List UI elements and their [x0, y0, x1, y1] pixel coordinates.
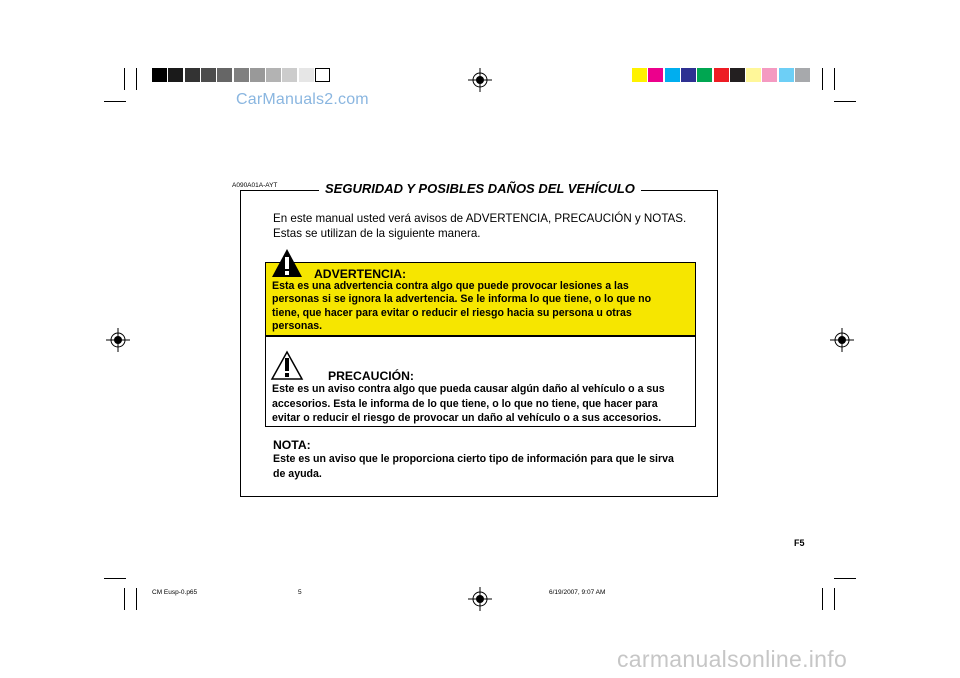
footer-timestamp: 6/19/2007, 9:07 AM [549, 589, 606, 596]
color-swatch [779, 68, 794, 82]
color-swatch [217, 68, 232, 82]
color-swatch [299, 68, 314, 82]
intro-text [273, 211, 693, 241]
registration-mark-icon [830, 328, 854, 352]
doc-code: A090A01A-AYT [232, 182, 278, 189]
warning-line: tiene, que hacer para evitar o reducir el riesgo hacia su persona u otras [272, 306, 632, 319]
color-swatch [152, 68, 167, 82]
warning-line: personas si se ignora la advertencia. Se le informa lo que tiene, o lo que no [272, 293, 652, 306]
color-swatch [648, 68, 663, 82]
warning-text [272, 280, 686, 333]
color-swatch [632, 68, 647, 82]
color-swatch [282, 68, 297, 82]
color-swatch [730, 68, 745, 82]
warning-heading: ADVERTENCIA: [314, 267, 407, 281]
note-line: de ayuda. [273, 467, 322, 480]
color-swatch [665, 68, 680, 82]
registration-mark-icon [468, 68, 492, 92]
warning-line: Esta es una advertencia contra algo que puede provocar lesiones a las [272, 280, 629, 292]
color-swatch [234, 68, 249, 82]
color-swatch [250, 68, 265, 82]
color-swatch [762, 68, 777, 82]
watermark-top: CarManuals2.com [236, 91, 369, 108]
caution-line: accesorios. Esta le informa de lo que tiene, o lo que no tiene, que hacer para [272, 397, 658, 410]
registration-mark-icon [106, 328, 130, 352]
section-title: SEGURIDAD Y POSIBLES DAÑOS DEL VEHÍCULO [319, 181, 641, 196]
caution-text [272, 382, 688, 426]
footer-file: CM Eusp-0.p65 [152, 589, 198, 596]
intro-line: En este manual usted verá avisos de ADVERTENCIA, PRECAUCIÓN y NOTAS. [273, 212, 687, 225]
warning-triangle-icon [271, 248, 303, 278]
caution-heading: PRECAUCIÓN: [328, 369, 414, 383]
color-swatch [201, 68, 216, 82]
color-swatch [681, 68, 696, 82]
color-swatch [168, 68, 183, 82]
caution-line: evitar o reducir el riesgo de provocar un daño al vehículo o a sus accesorios. [272, 412, 662, 425]
footer-page: 5 [298, 589, 302, 596]
caution-line: Este es un aviso contra algo que pueda causar algún daño al vehículo o a sus [272, 383, 665, 395]
warning-line: personas. [272, 319, 323, 332]
note-text [273, 452, 689, 481]
note-line: Este es un aviso que le proporciona cierto tipo de información para que le sirva [273, 453, 674, 465]
page-number: F5 [794, 538, 805, 548]
note-heading: NOTA: [273, 438, 311, 452]
watermark-bottom: carmanualsonline.info [617, 646, 848, 672]
registration-mark-icon [468, 587, 492, 611]
color-swatch [266, 68, 281, 82]
color-swatch [315, 68, 330, 82]
color-swatch [714, 68, 729, 82]
color-swatch [697, 68, 712, 82]
color-swatch [746, 68, 761, 82]
color-swatch [795, 68, 810, 82]
caution-triangle-icon [270, 350, 304, 381]
intro-line: Estas se utilizan de la siguiente manera. [273, 227, 481, 240]
color-swatch [185, 68, 200, 82]
